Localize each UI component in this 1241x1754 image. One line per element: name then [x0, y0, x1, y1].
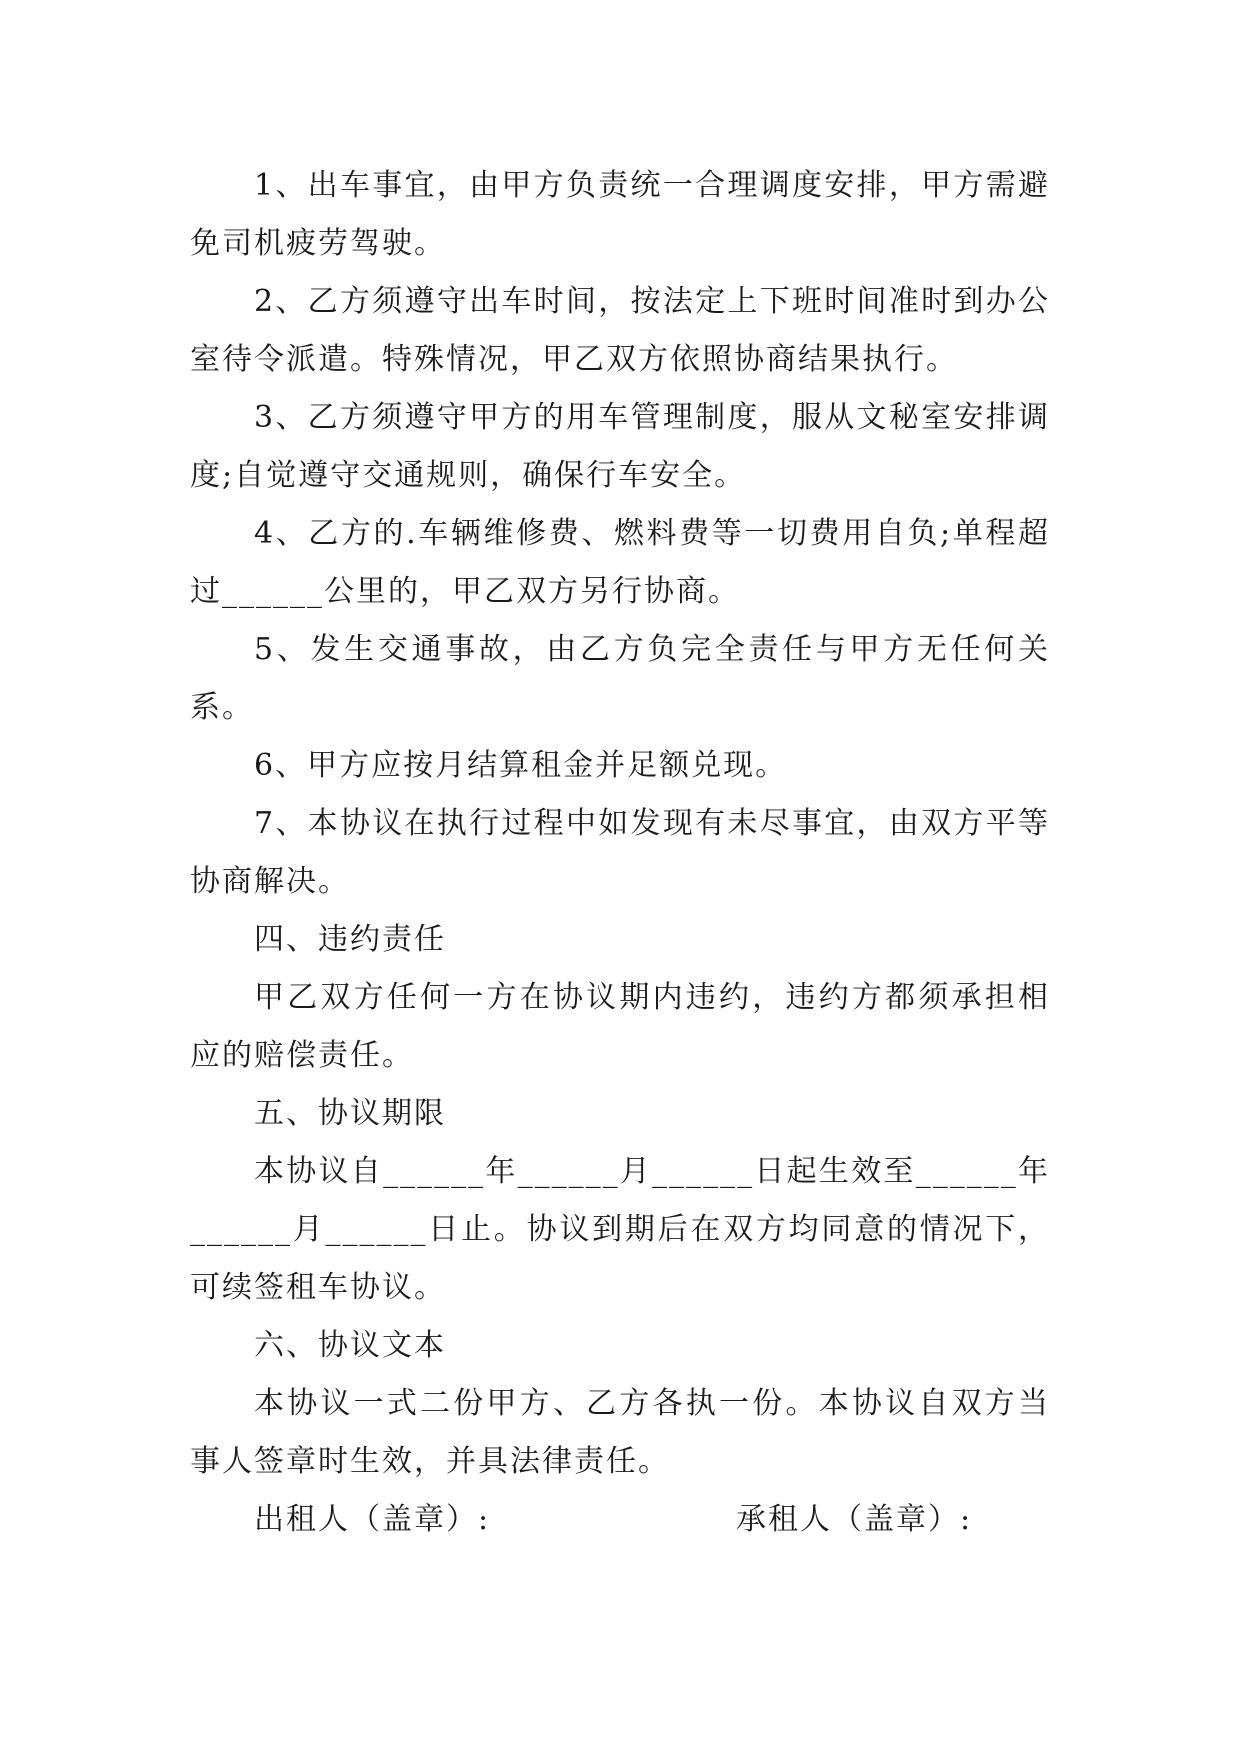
- section-text-breach: 甲乙双方任何一方在协议期内违约，违约方都须承担相应的赔偿责任。: [190, 980, 1050, 1073]
- section-heading-term: 五、协议期限: [254, 1096, 446, 1131]
- clause-2: 2、乙方须遵守出车时间，按法定上下班时间准时到办公室待令派遣。特殊情况，甲乙双方依照协商结果执行。: [190, 284, 1050, 377]
- section-text-term: 本协议自______年______月______日起生效至______年______月______日止。协议到期后在双方均同意的情况下，可续签租车协议。: [190, 1154, 1050, 1305]
- clause-7: 7、本协议在执行过程中如发现有未尽事宜，由双方平等协商解决。: [190, 806, 1050, 899]
- clause-1: 1、出车事宜，由甲方负责统一合理调度安排，甲方需避免司机疲劳驾驶。: [190, 168, 1050, 261]
- section-text-copies: 本协议一式二份甲方、乙方各执一份。本协议自双方当事人签章时生效，并具法律责任。: [190, 1386, 1050, 1479]
- section-heading-breach: 四、违约责任: [254, 922, 446, 957]
- lessee-signature-label: 承租人（盖章）:: [736, 1502, 973, 1537]
- section-heading-copies: 六、协议文本: [254, 1328, 446, 1363]
- clause-6: 6、甲方应按月结算租金并足额兑现。: [254, 748, 788, 783]
- clause-3: 3、乙方须遵守甲方的用车管理制度，服从文秘室安排调度;自觉遵守交通规则，确保行车安全。: [190, 400, 1050, 493]
- document-body: [190, 157, 1050, 1549]
- clause-4: 4、乙方的.车辆维修费、燃料费等一切费用自负;单程超过______公里的，甲乙双方另行协商。: [190, 516, 1050, 609]
- lessor-signature-label: 出租人（盖章）:: [254, 1502, 491, 1537]
- clause-5: 5、发生交通事故，由乙方负完全责任与甲方无任何关系。: [190, 632, 1050, 725]
- signature-row: [190, 1491, 1050, 1549]
